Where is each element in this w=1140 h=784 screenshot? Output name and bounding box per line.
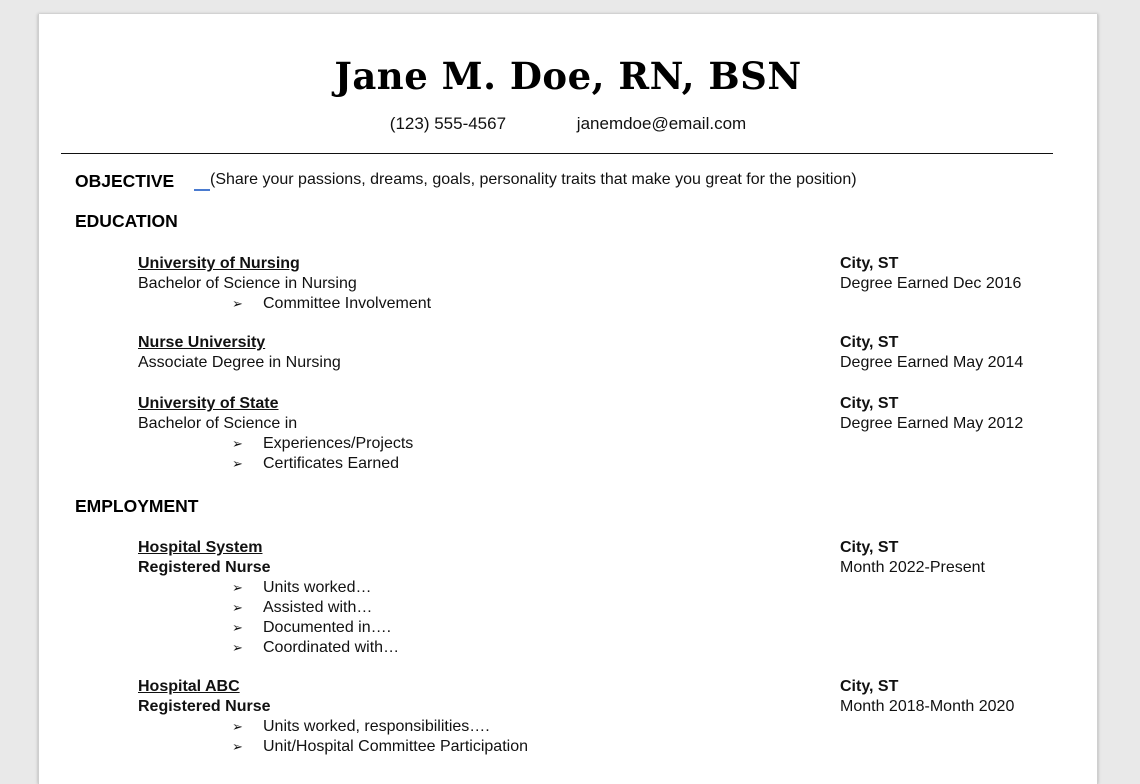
list-item: ➢ Units worked, responsibilities…. [232, 718, 490, 735]
entry-meta [840, 394, 1023, 434]
education-entry [138, 254, 1058, 314]
list-item: ➢ Certificates Earned [232, 455, 400, 472]
school-name: Nurse University [138, 334, 266, 351]
employer-name: Hospital System [138, 539, 263, 556]
arrowhead-bullet-icon: ➢ [232, 456, 243, 471]
entry-city: City, ST [840, 334, 899, 351]
entry-date: Degree Earned May 2012 [840, 415, 1024, 432]
arrowhead-bullet-icon: ➢ [232, 620, 243, 635]
bullet-list [138, 294, 1058, 314]
entry-city: City, ST [840, 539, 899, 556]
entry-meta [840, 333, 1023, 373]
list-item: ➢ Documented in…. [232, 619, 392, 636]
objective-text [194, 171, 857, 189]
entry-date: Month 2022-Present [840, 559, 985, 576]
school-name: University of Nursing [138, 255, 300, 272]
list-item: ➢ Committee Involvement [232, 295, 432, 312]
employment-heading: EMPLOYMENT [75, 496, 199, 516]
education-entry [138, 333, 1058, 373]
arrowhead-bullet-icon: ➢ [232, 640, 243, 655]
arrowhead-bullet-icon: ➢ [232, 436, 243, 451]
entry-date: Degree Earned Dec 2016 [840, 275, 1022, 292]
list-item: ➢ Experiences/Projects [232, 435, 414, 452]
list-item: ➢ Units worked… [232, 579, 372, 596]
employer-name: Hospital ABC [138, 678, 240, 695]
arrowhead-bullet-icon: ➢ [232, 600, 243, 615]
contact-line [39, 114, 1097, 134]
degree-name: Associate Degree in Nursing [138, 354, 341, 371]
entry-meta [840, 254, 1021, 294]
entry-city: City, ST [840, 678, 899, 695]
list-item: ➢ Assisted with… [232, 599, 373, 616]
entry-city: City, ST [840, 395, 899, 412]
employment-entry [138, 677, 1058, 757]
entry-date: Degree Earned May 2014 [840, 354, 1024, 371]
degree-name: Bachelor of Science in [138, 415, 298, 432]
arrowhead-bullet-icon: ➢ [232, 739, 243, 754]
education-heading: EDUCATION [75, 211, 178, 231]
school-name: University of State [138, 395, 279, 412]
degree-name: Bachelor of Science in Nursing [138, 275, 357, 292]
resume-page [38, 14, 1098, 784]
objective-heading: OBJECTIVE [75, 171, 175, 191]
list-item: ➢ Unit/Hospital Committee Participation [232, 738, 528, 755]
resume-name: Jane M. Doe, RN, BSN [334, 54, 802, 98]
entry-meta [840, 538, 985, 578]
education-entry [138, 394, 1058, 474]
header-divider [61, 153, 1053, 154]
bullet-list [138, 717, 1058, 757]
job-title: Registered Nurse [138, 698, 271, 715]
entry-date: Month 2018-Month 2020 [840, 698, 1015, 715]
arrowhead-bullet-icon: ➢ [232, 580, 243, 595]
bullet-list [138, 578, 1058, 658]
entry-city: City, ST [840, 255, 899, 272]
employment-entry [138, 538, 1058, 658]
phone-number: (123) 555-4567 [389, 114, 507, 133]
arrowhead-bullet-icon: ➢ [232, 719, 243, 734]
objective-text-content: (Share your passions, dreams, goals, personality traits that make you great for the position) [210, 171, 857, 188]
bullet-list [138, 434, 1058, 474]
list-item: ➢ Coordinated with… [232, 639, 400, 656]
job-title: Registered Nurse [138, 559, 271, 576]
email-address: janemdoe@email.com [576, 114, 747, 133]
entry-meta [840, 677, 1014, 717]
arrowhead-bullet-icon: ➢ [232, 296, 243, 311]
